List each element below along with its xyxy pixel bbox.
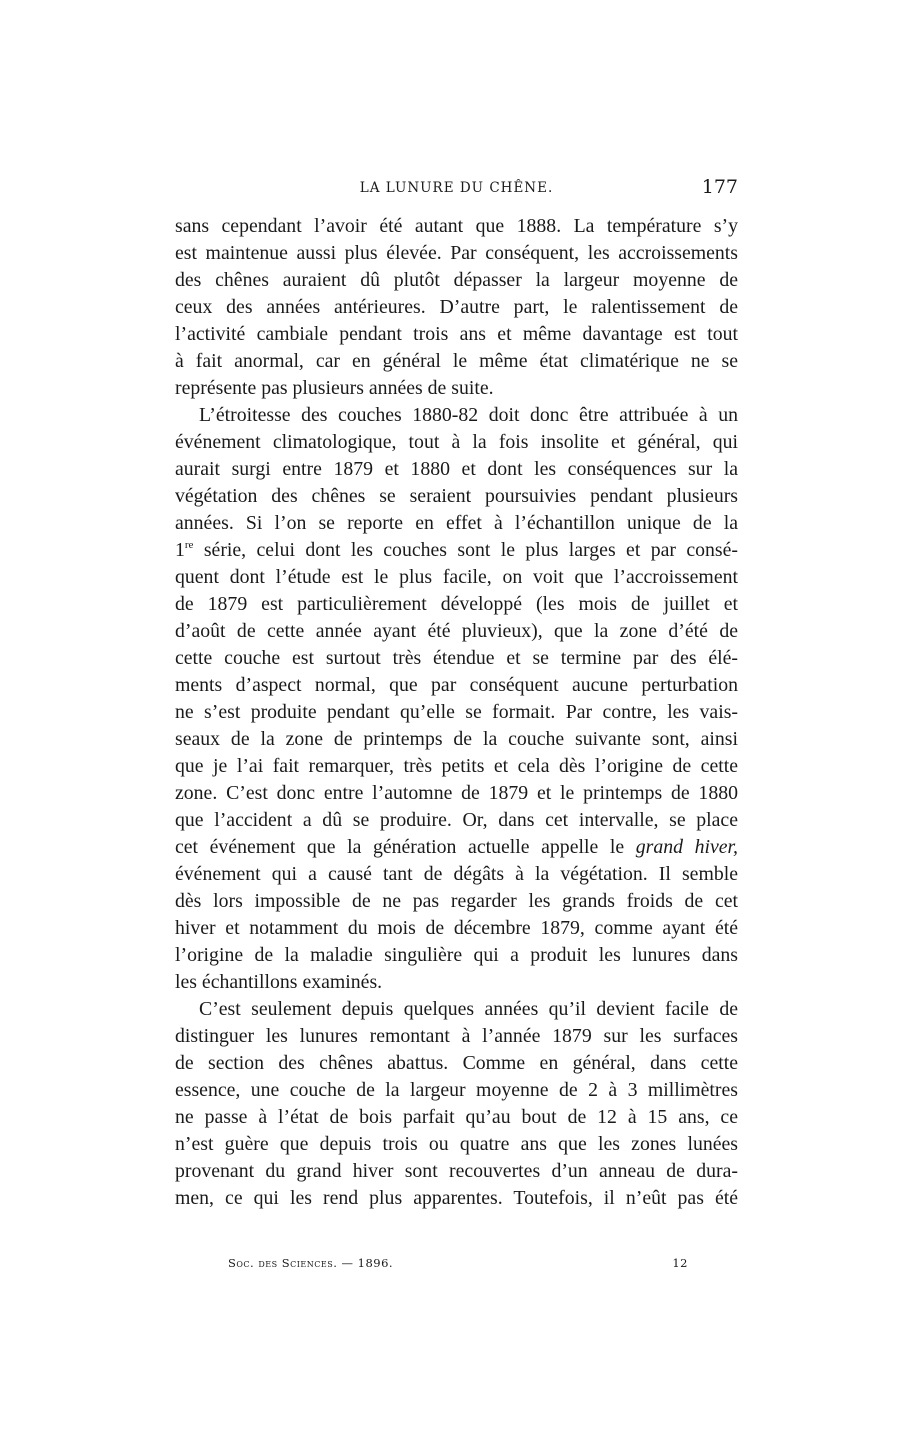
- text-line: les échantillons examinés.: [175, 971, 383, 993]
- running-header: [175, 178, 738, 202]
- text-line: d’août de cette année ayant été pluvieux), que la zone d’été de: [175, 620, 738, 642]
- text-line: hiver et notamment du mois de décembre 1879, comme ayant été: [175, 917, 738, 939]
- text-line: [175, 834, 738, 861]
- text-line: ments d’aspect normal, que par conséquent aucune perturbation: [175, 674, 738, 696]
- ordinal-number: 1: [175, 539, 185, 561]
- series-ordinal: [175, 539, 193, 561]
- text-line: ne passe à l’état de bois parfait qu’au bout de 12 à 15 ans, ce: [175, 1106, 738, 1128]
- page-footer: [228, 1256, 688, 1276]
- text-line: men, ce qui les rend plus apparentes. Toutefois, il n’eût pas été: [175, 1187, 738, 1209]
- footer-signature: Soc. des Sciences. — 1896.: [228, 1256, 394, 1270]
- footer-sheet-number: 12: [672, 1256, 688, 1270]
- text-line: événement climatologique, tout à la fois insolite et général, qui: [175, 431, 738, 453]
- text-line: événement qui a causé tant de dégâts à la végétation. Il semble: [175, 863, 738, 885]
- text-line: représente pas plusieurs années de suite.: [175, 377, 494, 399]
- text-line: provenant du grand hiver sont recouvertes d’un anneau de dura-: [175, 1160, 738, 1182]
- body-text: [175, 213, 738, 1212]
- page-number: 177: [701, 176, 738, 198]
- text-line: n’est guère que depuis trois ou quatre ans que les zones lunées: [175, 1133, 738, 1155]
- text-line: dès lors impossible de ne pas regarder les grands froids de cet: [175, 890, 738, 912]
- text-line: sans cependant l’avoir été autant que 1888. La température s’y: [175, 215, 738, 237]
- text-line-start: cet événement que la génération actuelle appelle le: [175, 836, 625, 858]
- text-line: à fait anormal, car en général le même état climatérique ne se: [175, 350, 738, 372]
- text-line: seaux de la zone de printemps de la couche suivante sont, ainsi: [175, 728, 738, 750]
- text-line: quent dont l’étude est le plus facile, on voit que l’accroissement: [175, 566, 738, 588]
- text-line: C’est seulement depuis quelques années qu’il devient facile de: [199, 998, 738, 1020]
- grand-hiver-italic: grand hiver,: [635, 836, 738, 858]
- text-line: des chênes auraient dû plutôt dépasser la largeur moyenne de: [175, 269, 738, 291]
- text-line: de section des chênes abattus. Comme en général, dans cette: [175, 1052, 738, 1074]
- text-line: essence, une couche de la largeur moyenne de 2 à 3 millimètres: [175, 1079, 738, 1101]
- text-line: est maintenue aussi plus élevée. Par conséquent, les accroissements: [175, 242, 738, 264]
- text-line: végétation des chênes se seraient poursuivies pendant plusieurs: [175, 485, 738, 507]
- text-line-rest: série, celui dont les couches sont le plus larges et par consé-: [203, 539, 738, 561]
- text-line: ceux des années antérieures. D’autre part, le ralentissement de: [175, 296, 738, 318]
- text-line: L’étroitesse des couches 1880-82 doit donc être attribuée à un: [199, 404, 738, 426]
- text-line: que je l’ai fait remarquer, très petits et cela dès l’origine de cette: [175, 755, 738, 777]
- text-line: que l’accident a dû se produire. Or, dans cet intervalle, se place: [175, 809, 738, 831]
- text-line: de 1879 est particulièrement développé (les mois de juillet et: [175, 593, 738, 615]
- text-line: zone. C’est donc entre l’automne de 1879 et le printemps de 1880: [175, 782, 738, 804]
- text-line: aurait surgi entre 1879 et 1880 et dont les conséquences sur la: [175, 458, 738, 480]
- running-title: LA LUNURE DU CHÊNE.: [359, 180, 554, 196]
- text-line: l’origine de la maladie singulière qui a produit les lunures dans: [175, 944, 738, 966]
- text-line: distinguer les lunures remontant à l’année 1879 sur les surfaces: [175, 1025, 738, 1047]
- text-line: [175, 537, 738, 564]
- text-line: l’activité cambiale pendant trois ans et même davantage est tout: [175, 323, 738, 345]
- ordinal-suffix: re: [184, 539, 194, 551]
- text-line: années. Si l’on se reporte en effet à l’échantillon unique de la: [175, 512, 738, 534]
- text-line: cette couche est surtout très étendue et se termine par des élé-: [175, 647, 738, 669]
- text-line: ne s’est produite pendant qu’elle se formait. Par contre, les vais-: [175, 701, 738, 723]
